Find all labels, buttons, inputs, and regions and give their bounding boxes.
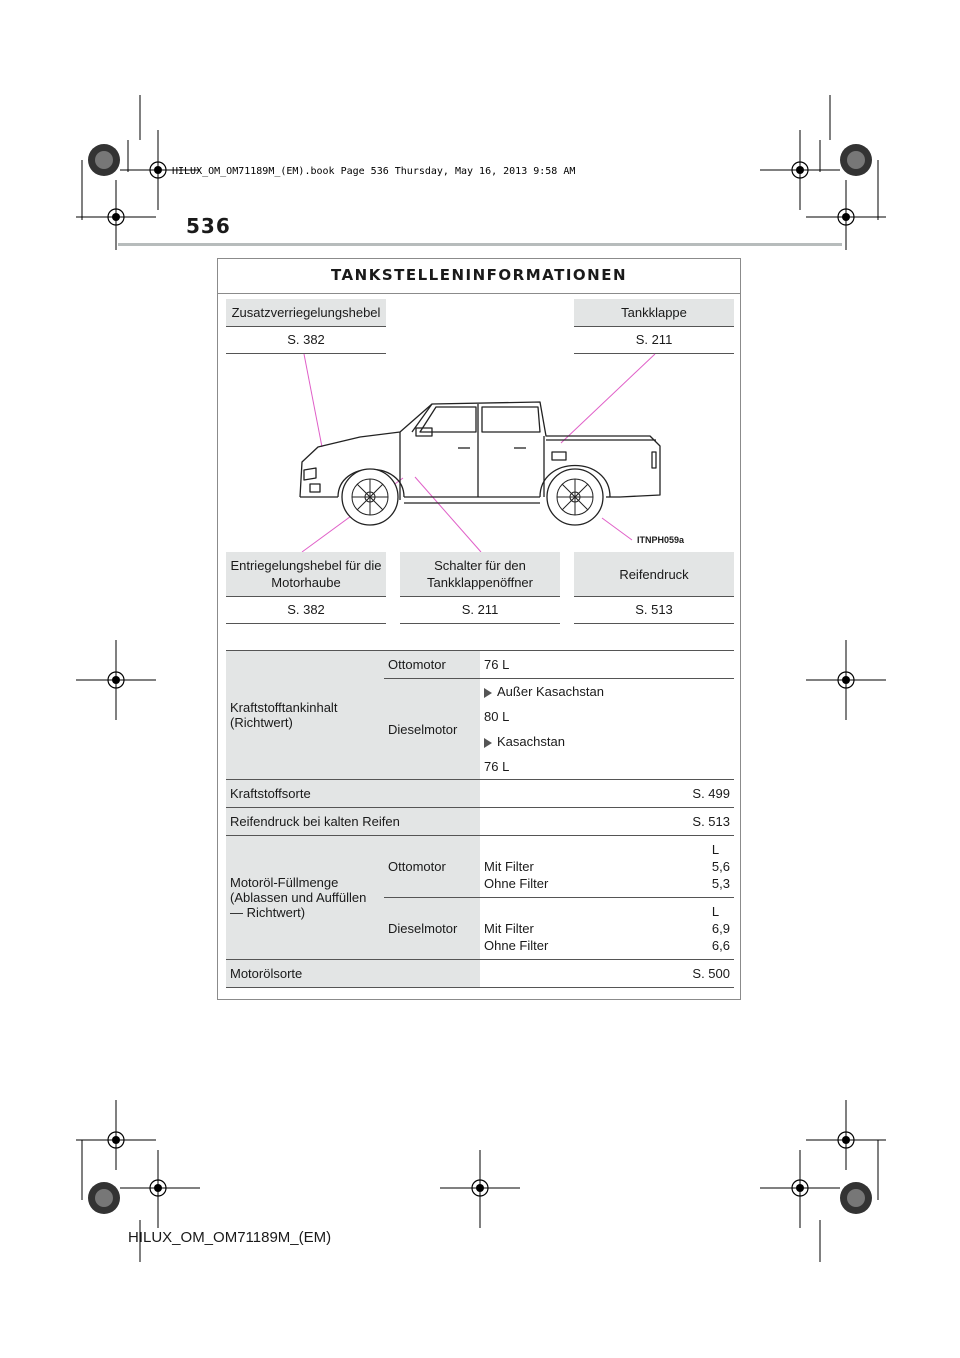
callout-hood-release-ref[interactable]: S. 382 [226,597,386,624]
with-filter-label: Mit Filter [484,858,534,874]
cold-tire-pressure-label: Reifendruck bei kalten Reifen [226,808,480,836]
oil-diesel-values [480,898,734,960]
bullet-arrow-icon [484,738,492,748]
without-filter-label: Ohne Filter [484,937,549,953]
callout-fuel-door-label: Tankklappe [574,299,734,327]
footer-code: HILUX_OM_OM71189M_(EM) [128,1229,332,1246]
diesel-tank-values [480,679,734,780]
oil-unit: L [711,841,720,857]
oil-type-ref[interactable]: S. 500 [480,960,734,988]
table-row [226,808,734,836]
oil-petrol-label: Ottomotor [384,836,480,898]
oil-petrol-values [480,836,734,898]
diesel-value-1: 80 L [484,709,510,724]
callout-fuel-door-lock-label: Zusatzverriegelungshebel [226,299,386,327]
diesel-value-2: 76 L [484,759,510,774]
table-row [226,960,734,988]
callout-fuel-door-opener-ref[interactable]: S. 211 [400,597,560,624]
diesel-variant-1: Außer Kasachstan [497,684,604,699]
image-code: ITNPH059a [637,535,685,545]
oil-diesel-with-filter: 6,9 [711,920,730,936]
oil-diesel-without-filter: 6,6 [711,937,730,953]
diesel-engine-label: Dieselmotor [384,679,480,780]
callout-fuel-door-lock-ref[interactable]: S. 382 [226,327,386,354]
book-info-line: HILUX_OM_OM71189M_(EM).book Page 536 Thursday, May 16, 2013 9:58 AM [172,166,576,177]
with-filter-label: Mit Filter [484,920,534,936]
petrol-engine-label: Ottomotor [384,651,480,679]
fuel-type-ref[interactable]: S. 499 [480,780,734,808]
fuel-type-label: Kraftstoffsorte [226,780,480,808]
tank-capacity-label: Kraftstofftankinhalt (Richtwert) [226,651,384,780]
callout-fuel-door-opener-label: Schalter für den Tankklappenöffner [400,552,560,597]
section-title: TANKSTELLENINFORMATIONEN [218,259,740,294]
table-row [226,836,734,898]
callout-fuel-door-ref[interactable]: S. 211 [574,327,734,354]
oil-unit: L [711,903,720,919]
oil-diesel-label: Dieselmotor [384,898,480,960]
oil-petrol-without-filter: 5,3 [711,875,730,891]
callout-tire-pressure-ref[interactable]: S. 513 [574,597,734,624]
oil-type-label: Motorölsorte [226,960,480,988]
bullet-arrow-icon [484,688,492,698]
specs-table [226,650,734,988]
cold-tire-pressure-ref[interactable]: S. 513 [480,808,734,836]
callout-tire-pressure-label: Reifendruck [574,552,734,597]
table-row [226,651,734,679]
oil-petrol-with-filter: 5,6 [711,858,730,874]
table-row [226,780,734,808]
oil-capacity-label: Motoröl-Füllmenge (Ablassen und Auffüllen — Richtwert) [226,836,384,960]
without-filter-label: Ohne Filter [484,875,549,891]
page-number: 536 [186,214,231,238]
petrol-tank-value: 76 L [480,651,734,679]
diesel-variant-2: Kasachstan [497,734,565,749]
callout-hood-release-label: Entriegelungshebel für die Motorhaube [226,552,386,597]
